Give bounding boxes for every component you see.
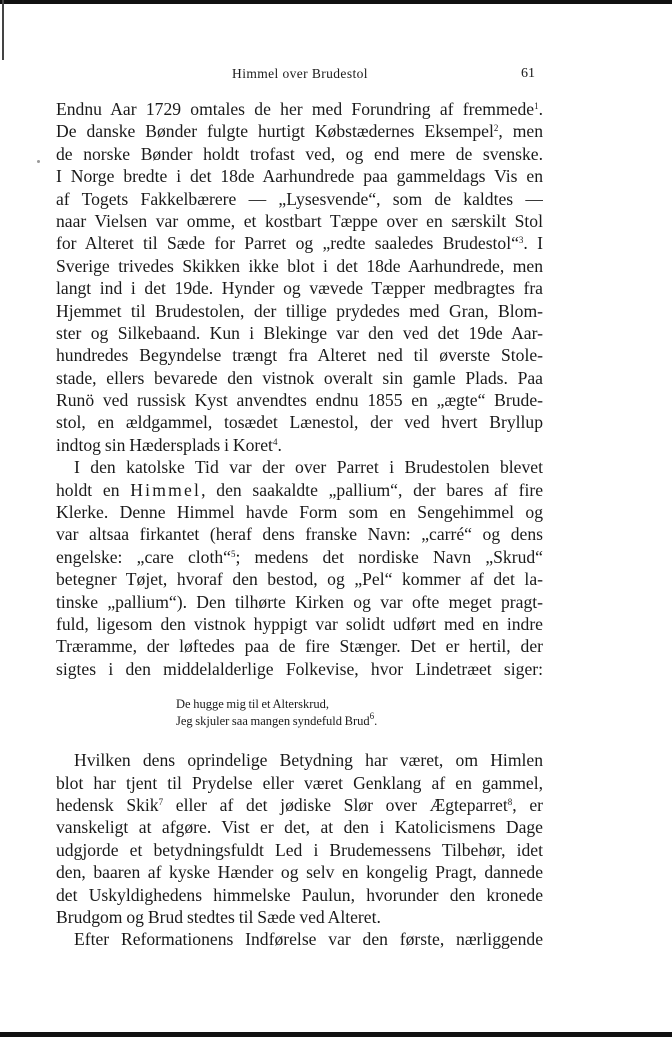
text-line: hedensk Skik$^7$ eller af det jødiske Slør over Ægteparret$^8$, er bbox=[56, 794, 543, 815]
text-line: hundredes Begyndelse trængt fra Alteret ned til øverste Stole- bbox=[56, 345, 543, 366]
page-number: 61 bbox=[521, 66, 535, 81]
running-title: Himmel over Brudestol bbox=[232, 66, 368, 81]
text-line: betegner Tøjet, hvoraf den bestod, og „Pel“ kommer af det la- bbox=[56, 569, 543, 590]
text-line: for Alteret til Sæde for Parret og „redte saaledes Brudestol“$^3$. I bbox=[56, 233, 543, 254]
page-left-edge bbox=[2, 0, 4, 60]
text-line: vanskeligt at afgøre. Vist er det, at den i Katolicismens Dage bbox=[56, 817, 543, 838]
text-line: Hvilken dens oprindelige Betydning har været, om Himlen bbox=[74, 750, 543, 771]
text-line: Runö ved russisk Kyst anvendtes endnu 1855 en „ægte“ Brude- bbox=[56, 390, 543, 411]
text-line: Efter Reformationens Indførelse var den første, nærliggende bbox=[74, 929, 543, 950]
text-line: Klerke. Denne Himmel havde Form som en Sengehimmel og bbox=[56, 502, 543, 523]
text-line: de norske Bønder holdt trofast ved, og end mere de svenske. bbox=[56, 143, 543, 164]
body-text bbox=[56, 98, 543, 951]
text-line: Sverige trivedes Skikken ikke blot i det 18de Aarhundrede, men bbox=[56, 255, 543, 276]
page-header bbox=[0, 66, 672, 86]
text-line: De danske Bønder fulgte hurtigt Købstædernes Eksempel$^2$, men bbox=[56, 121, 543, 142]
text-line: Endnu Aar 1729 omtales de her med Forundring af fremmede$^1$. bbox=[56, 99, 543, 119]
text-line: langt ind i det 19de. Hynder og vævede Tæpper medbragtes fra bbox=[56, 278, 543, 299]
text-line: Hjemmet til Brudestolen, der tillige prydedes med Gran, Blom- bbox=[56, 300, 543, 321]
text-line: Brudgom og Brud stedtes til Sæde ved Alteret. bbox=[56, 906, 381, 927]
text-line: sigtes i den middelalderlige Folkevise, hvor Lindetræet siger: bbox=[56, 658, 543, 679]
ballad-quote bbox=[176, 696, 543, 730]
quote-line: Jeg skjuler saa mangen syndefuld Brud$^6$. bbox=[176, 711, 378, 729]
text-line: af Togets Fakkelbærere — „Lysesvende“, som de kaldtes — bbox=[56, 188, 543, 209]
text-line: det Uskyldighedens himmelske Paulun, hvorunder den kronede bbox=[56, 884, 543, 905]
text-line: Træramme, der løftedes paa de fire Stænger. Det er hertil, der bbox=[56, 636, 543, 657]
text-line: I den katolske Tid var der over Parret i Brudestolen blevet bbox=[74, 457, 543, 478]
text-line: blot har tjent til Prydelse eller været Genklang af en gammel, bbox=[56, 772, 543, 793]
text-line: indtog sin Hædersplads i Koret$^4$. bbox=[56, 434, 282, 455]
paper-speck bbox=[37, 160, 40, 163]
text-line: stol, en ældgammel, tosædet Lænestol, der ved hvert Bryllup bbox=[56, 412, 543, 433]
text-line: udgjorde et betydningsfuldt Led i Brudemessens Tilbehør, idet bbox=[56, 839, 543, 860]
text-line: holdt en Himmel, den saakaldte „pallium“, der bares af fire bbox=[56, 479, 543, 500]
text-line: stade, ellers bevarede den vistnok overalt sin gamle Plads. Paa bbox=[56, 367, 543, 388]
text-line: var altsaa firkantet (heraf dens franske Navn: „carré“ og dens bbox=[56, 524, 543, 545]
quote-line: De hugge mig til et Alterskrud, bbox=[176, 697, 330, 712]
text-line: ster og Silkebaand. Kun i Blekinge var den ved det 19de Aar- bbox=[56, 322, 543, 343]
spaced-emphasis: Himmel bbox=[130, 479, 202, 500]
page-bottom-edge bbox=[0, 1032, 672, 1037]
page-top-edge bbox=[0, 0, 672, 4]
text-line: tinske „pallium“). Den tilhørte Kirken og var ofte meget pragt- bbox=[56, 591, 543, 612]
text-line: den, baaren af kyske Hænder og selv en kongelig Pragt, dannede bbox=[56, 862, 543, 883]
text-line: engelske: „care cloth“$^5$; medens det nordiske Navn „Skrud“ bbox=[56, 546, 543, 567]
text-line: fuld, ligesom den vistnok hyppigt var solidt udført med en indre bbox=[56, 613, 543, 634]
text-line: I Norge bredte i det 18de Aarhundrede paa gammeldags Vis en bbox=[56, 166, 543, 187]
text-line: naar Vielsen var omme, et kostbart Tæppe over en særskilt Stol bbox=[56, 210, 543, 231]
